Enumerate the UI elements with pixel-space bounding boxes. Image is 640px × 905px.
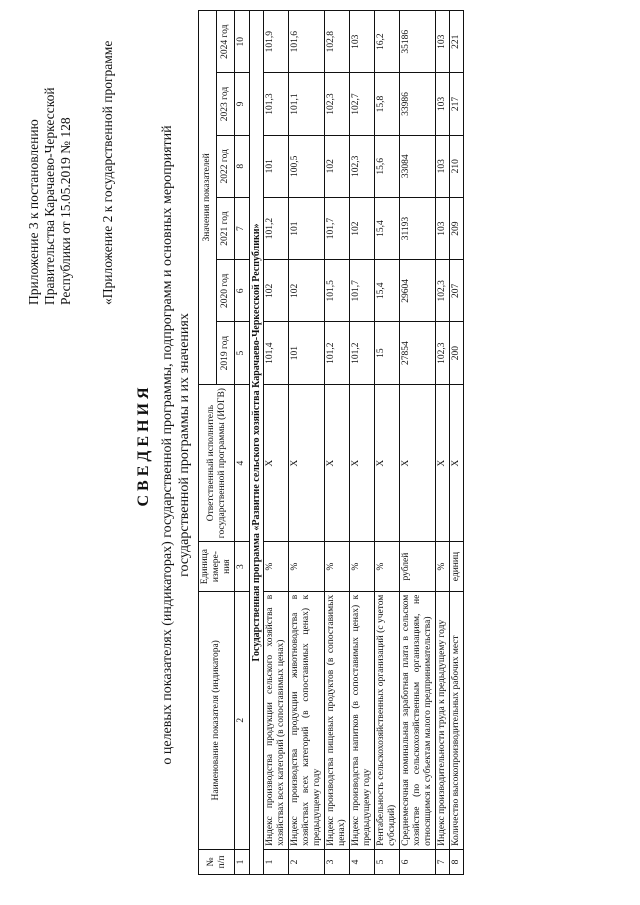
index-cell: 6 — [235, 260, 250, 322]
row-value: 102 — [264, 260, 289, 322]
row-value: 101 — [289, 322, 325, 384]
appendix-line: Республики от 15.05.2019 № 128 — [58, 117, 73, 305]
row-value: 101,5 — [325, 260, 350, 322]
header-year: 2019 год — [217, 322, 235, 384]
row-value: 221 — [450, 11, 464, 73]
index-cell: 2 — [235, 591, 250, 849]
row-value: 101,1 — [289, 73, 325, 135]
index-cell: 4 — [235, 384, 250, 542]
table-row — [264, 11, 289, 875]
row-value: 101,9 — [264, 11, 289, 73]
table-row — [400, 11, 436, 875]
row-value: 101,3 — [264, 73, 289, 135]
row-value: 210 — [450, 135, 464, 197]
row-indicator-name: Индекс производства напитков (в сопоставимых ценах) к предыдущему году — [350, 591, 375, 849]
row-value: 101,6 — [289, 11, 325, 73]
row-number: 1 — [264, 849, 289, 874]
table-row — [289, 11, 325, 875]
table-row — [436, 11, 450, 875]
title-sub-line2: государственной программы и их значениях — [177, 313, 192, 577]
row-value: 102,3 — [436, 260, 450, 322]
row-value: 200 — [450, 322, 464, 384]
column-index-row — [235, 11, 250, 875]
row-number: 6 — [400, 849, 436, 874]
row-number: 2 — [289, 849, 325, 874]
index-cell: 10 — [235, 11, 250, 73]
row-unit: единиц — [450, 542, 464, 591]
header-num: № п/п — [199, 849, 235, 874]
section-title: Государственная программа «Развитие сельского хозяйства Карачаево-Черкесской Республики» — [250, 11, 264, 875]
row-value: 101,7 — [325, 197, 350, 259]
header-year: 2022 год — [217, 135, 235, 197]
row-executor: Х — [350, 384, 375, 542]
row-number: 4 — [350, 849, 375, 874]
row-value: 101,2 — [264, 197, 289, 259]
row-value: 102 — [350, 197, 375, 259]
row-unit: % — [375, 542, 400, 591]
header-year: 2021 год — [217, 197, 235, 259]
appendix2-label: «Приложение 2 к государственной программе — [100, 40, 115, 305]
row-unit: % — [350, 542, 375, 591]
row-value: 31193 — [400, 197, 436, 259]
header-exec: Ответственный исполнитель государственной программы (ИОГВ) — [199, 384, 235, 542]
row-number: 3 — [325, 849, 350, 874]
row-value: 103 — [436, 73, 450, 135]
row-value: 16,2 — [375, 11, 400, 73]
index-cell: 9 — [235, 73, 250, 135]
row-unit: % — [325, 542, 350, 591]
header-year: 2024 год — [217, 11, 235, 73]
row-value: 35186 — [400, 11, 436, 73]
table-row — [375, 11, 400, 875]
row-number: 5 — [375, 849, 400, 874]
row-value: 103 — [436, 135, 450, 197]
row-executor: Х — [375, 384, 400, 542]
row-value: 33986 — [400, 73, 436, 135]
header-name: Наименование показателя (индикатора) — [199, 591, 235, 849]
row-value: 101,2 — [350, 322, 375, 384]
index-cell: 5 — [235, 322, 250, 384]
index-cell: 8 — [235, 135, 250, 197]
row-value: 207 — [450, 260, 464, 322]
row-value: 101 — [264, 135, 289, 197]
appendix-line: Правительства Карачаево-Черкесской — [42, 87, 57, 305]
row-value: 102,3 — [436, 322, 450, 384]
title-main: СВЕДЕНИЯ — [135, 383, 152, 507]
row-indicator-name: Индекс производительности труда к предыдущему году — [436, 591, 450, 849]
title-sub-line1: о целевых показателях (индикаторах) государственной программы, подпрограмм и основных мероприятий — [160, 125, 175, 765]
row-value: 101,2 — [325, 322, 350, 384]
row-value: 15,6 — [375, 135, 400, 197]
index-cell: 1 — [235, 849, 250, 874]
row-unit: рублей — [400, 542, 436, 591]
header-unit: Единица измере-ния — [199, 542, 235, 591]
row-value: 103 — [436, 197, 450, 259]
row-value: 102 — [289, 260, 325, 322]
appendix-line: Приложение 3 к постановлению — [26, 119, 41, 305]
header-values-group: Значения показателей — [199, 11, 217, 385]
row-value: 102,7 — [350, 73, 375, 135]
table-row — [350, 11, 375, 875]
indicators-table — [198, 10, 464, 875]
row-value: 15 — [375, 322, 400, 384]
table-row — [325, 11, 350, 875]
row-executor: Х — [400, 384, 436, 542]
appendix-header — [26, 5, 74, 305]
header-year: 2020 год — [217, 260, 235, 322]
index-cell: 3 — [235, 542, 250, 591]
row-indicator-name: Индекс производства продукции животноводства в хозяйствах всех категорий (в сопоставимых ценах) к предыдущему году — [289, 591, 325, 849]
row-value: 209 — [450, 197, 464, 259]
row-value: 102,8 — [325, 11, 350, 73]
row-executor: Х — [450, 384, 464, 542]
header-year: 2023 год — [217, 73, 235, 135]
row-value: 217 — [450, 73, 464, 135]
row-unit: % — [264, 542, 289, 591]
row-executor: Х — [436, 384, 450, 542]
index-cell: 7 — [235, 197, 250, 259]
row-indicator-name: Среднемесячная номинальная заработная плата в сельском хозяйстве (по сельскохозяйственным организациям, не относящимся к субъектам малого предпринимательства) — [400, 591, 436, 849]
row-value: 27854 — [400, 322, 436, 384]
row-executor: Х — [325, 384, 350, 542]
row-executor: Х — [264, 384, 289, 542]
row-value: 29604 — [400, 260, 436, 322]
document-title — [135, 45, 193, 845]
row-value: 102,3 — [350, 135, 375, 197]
row-value: 15,4 — [375, 260, 400, 322]
row-indicator-name: Количество высокопроизводительных рабочих мест — [450, 591, 464, 849]
row-value: 101 — [289, 197, 325, 259]
row-value: 101,4 — [264, 322, 289, 384]
row-value: 15,4 — [375, 197, 400, 259]
row-indicator-name: Индекс производства продукции сельского хозяйства в хозяйствах всех категорий (в сопоставимых ценах) — [264, 591, 289, 849]
row-indicator-name: Рентабельность сельскохозяйственных организаций (с учетом субсидий) — [375, 591, 400, 849]
row-value: 103 — [436, 11, 450, 73]
row-indicator-name: Индекс производства пищевых продуктов (в сопоставимых ценах) — [325, 591, 350, 849]
row-value: 15,8 — [375, 73, 400, 135]
row-number: 7 — [436, 849, 450, 874]
row-value: 102,3 — [325, 73, 350, 135]
row-unit: % — [436, 542, 450, 591]
row-number: 8 — [450, 849, 464, 874]
table-row — [450, 11, 464, 875]
row-value: 103 — [350, 11, 375, 73]
row-value: 101,7 — [350, 260, 375, 322]
row-value: 102 — [325, 135, 350, 197]
row-executor: Х — [289, 384, 325, 542]
section-row — [250, 11, 264, 875]
row-unit: % — [289, 542, 325, 591]
row-value: 33084 — [400, 135, 436, 197]
row-value: 100,5 — [289, 135, 325, 197]
